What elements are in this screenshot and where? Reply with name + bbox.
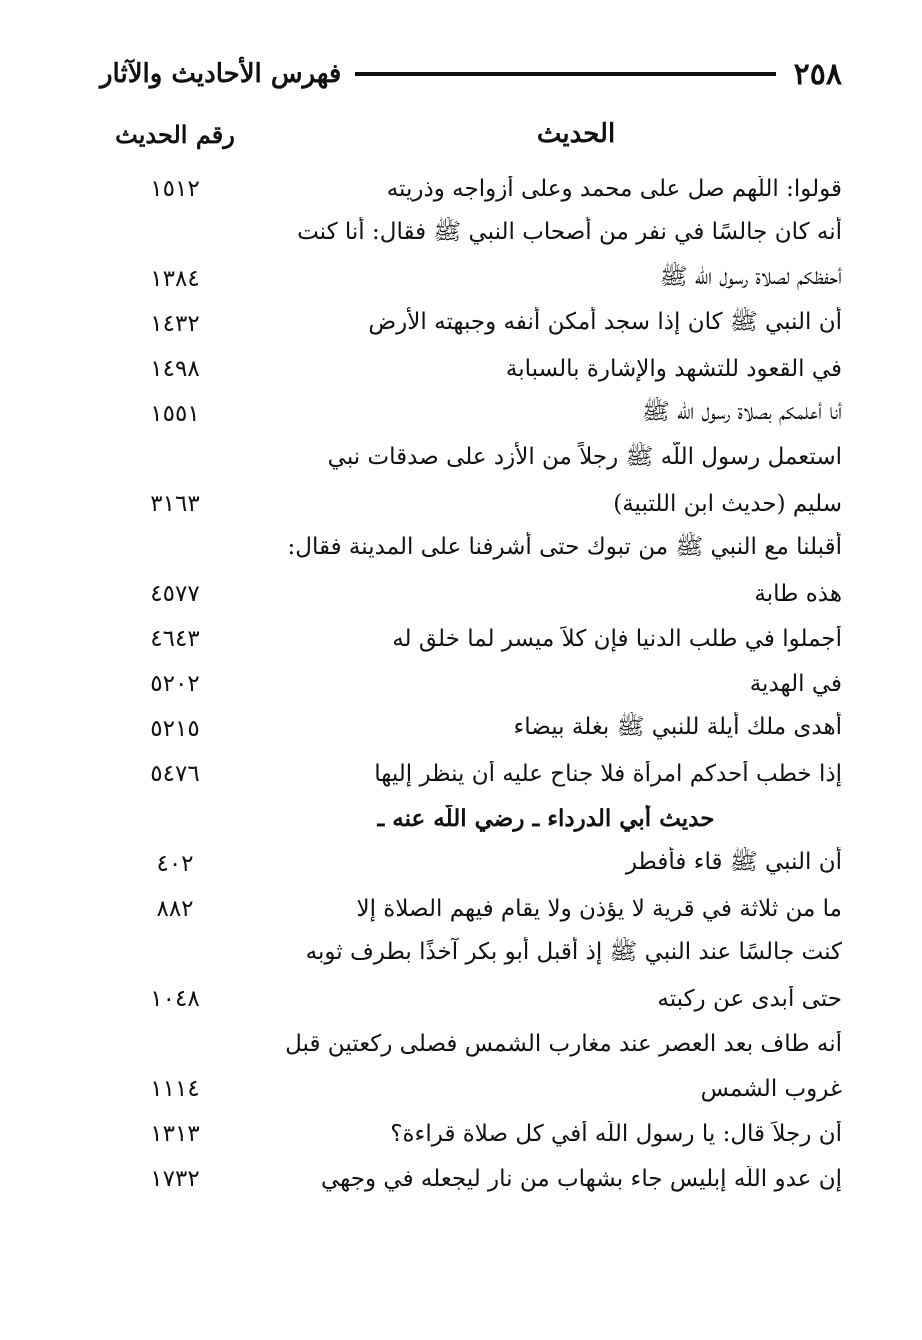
hadith-text: أجملوا في طلب الدنيا فإن كلاً ميسر لما خلق له xyxy=(392,625,842,652)
hadith-index-list xyxy=(100,166,842,1201)
hadith-text: غروب الشمس xyxy=(700,1075,842,1102)
hadith-text: أقبلنا مع النبي ﷺ من تبوك حتى أشرفنا على المدينة فقال: xyxy=(287,533,842,560)
index-row xyxy=(100,436,842,481)
index-row xyxy=(100,931,842,976)
index-row xyxy=(100,1021,842,1066)
index-row xyxy=(100,886,842,931)
hadith-text: هذه طابة xyxy=(754,580,842,607)
hadith-text: في القعود للتشهد والإشارة بالسبابة xyxy=(505,355,842,382)
index-row xyxy=(100,1111,842,1156)
hadith-text: استعمل رسول اللّه ﷺ رجلاً من الأزد على صدقات نبي xyxy=(327,443,842,470)
hadith-text: سليم (حديث ابن اللتبية) xyxy=(613,490,842,517)
hadith-text: إن عدو اللّه إبليس جاء بشهاب من نار ليجعله في وجهي xyxy=(321,1165,842,1192)
hadith-text: أن النبي ﷺ كان إذا سجد أمكن أنفه وجبهته الأرض xyxy=(368,308,842,335)
header-rule xyxy=(355,72,775,76)
index-row xyxy=(100,391,842,436)
hadith-number: ١١١٤ xyxy=(150,1075,200,1102)
hadith-text: أن النبي ﷺ قاء فأفطر xyxy=(625,848,842,875)
hadith-number: ١٣٨٤ xyxy=(150,265,200,292)
hadith-column-header: الحديث xyxy=(536,119,616,149)
hadith-text: أنه طاف بعد العصر عند مغارب الشمس فصلى ركعتين قبل xyxy=(285,1030,842,1057)
hadith-number: ١٥١٢ xyxy=(150,175,200,202)
hadith-text: في الهدية xyxy=(749,670,842,697)
hadith-text: أنا أعلمكم بصلاة رسول اللّه ﷺ xyxy=(641,398,842,425)
hadith-number: ١٥٥١ xyxy=(150,400,200,427)
hadith-text: قولوا: اللّهم صل على محمد وعلى أزواجه وذريته xyxy=(386,175,842,202)
index-row xyxy=(100,301,842,346)
index-row xyxy=(100,1066,842,1111)
hadith-number: ١٧٣٢ xyxy=(150,1165,200,1192)
hadith-number: ٨٨٢ xyxy=(156,895,194,922)
running-title: فهرس الأحاديث والآثار xyxy=(100,59,342,89)
hadith-text: أن رجلاً قال: يا رسول اللّه أفي كل صلاة قراءة؟ xyxy=(390,1120,842,1147)
number-column-header: رقم الحديث xyxy=(115,119,235,149)
hadith-text: أحفظكم لصلاة رسول اللّه ﷺ xyxy=(659,263,842,290)
index-row xyxy=(100,976,842,1021)
hadith-number: ٥٢٠٢ xyxy=(150,670,200,697)
hadith-number: ٤٥٧٧ xyxy=(150,580,200,607)
hadith-text: أهدى ملك أيلة للنبي ﷺ بغلة بيضاء xyxy=(513,713,842,740)
hadith-number: ١٣١٣ xyxy=(150,1120,200,1147)
hadith-text: كنت جالسًا عند النبي ﷺ إذ أقبل أبو بكر آخذًا بطرف ثوبه xyxy=(305,938,842,965)
hadith-number: ٥٢١٥ xyxy=(150,715,200,742)
index-row xyxy=(100,1156,842,1201)
index-row xyxy=(100,256,842,301)
index-row xyxy=(100,346,842,391)
index-row xyxy=(100,211,842,256)
index-row xyxy=(100,481,842,526)
section-heading xyxy=(100,796,842,841)
column-headers xyxy=(100,114,842,154)
hadith-number: ١٠٤٨ xyxy=(150,985,200,1012)
index-row xyxy=(100,661,842,706)
index-row xyxy=(100,616,842,661)
hadith-number: ٤٦٤٣ xyxy=(150,625,200,652)
hadith-number: ١٤٣٢ xyxy=(150,310,200,337)
index-row xyxy=(100,841,842,886)
hadith-number: ١٤٩٨ xyxy=(150,355,200,382)
index-row xyxy=(100,571,842,616)
page-header xyxy=(100,52,842,96)
hadith-number: ٣١٦٣ xyxy=(150,490,200,517)
hadith-text: حتى أبدى عن ركبته xyxy=(657,985,842,1012)
hadith-text: أنه كان جالسًا في نفر من أصحاب النبي ﷺ فقال: أنا كنت xyxy=(297,218,842,245)
index-row xyxy=(100,706,842,751)
section-heading-text: حديث أبي الدرداء ـ رضي اللّه عنه ـ xyxy=(377,805,715,832)
page-number: ٢٥٨ xyxy=(793,56,842,92)
hadith-text: ما من ثلاثة في قرية لا يؤذن ولا يقام فيهم الصلاة إلا xyxy=(356,895,842,922)
index-row xyxy=(100,751,842,796)
index-row xyxy=(100,166,842,211)
hadith-number: ٥٤٧٦ xyxy=(150,760,200,787)
hadith-text: إذا خطب أحدكم امرأة فلا جناح عليه أن ينظر إليها xyxy=(374,760,842,787)
hadith-number: ٤٠٢ xyxy=(156,850,194,877)
index-row xyxy=(100,526,842,571)
